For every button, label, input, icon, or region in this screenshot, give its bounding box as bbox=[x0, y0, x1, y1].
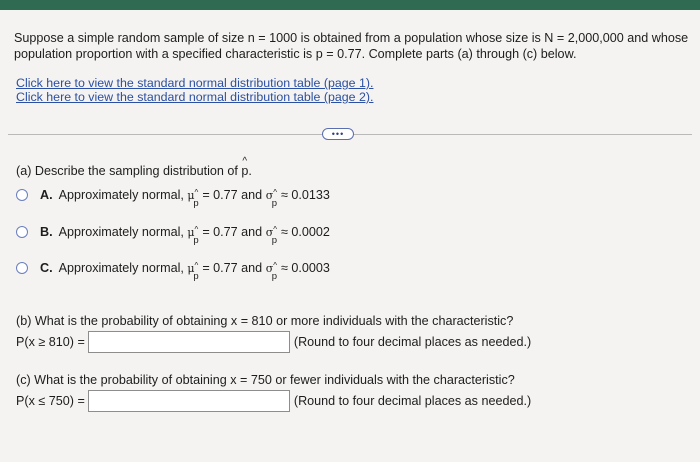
part-b-hint: (Round to four decimal places as needed.) bbox=[293, 335, 532, 349]
option-b-radio[interactable] bbox=[16, 226, 28, 238]
option-c-radio[interactable] bbox=[16, 262, 28, 274]
option-b[interactable] bbox=[16, 225, 330, 247]
part-c-label: P(x ≤ 750) = bbox=[16, 394, 85, 408]
mu-subscript: p bbox=[193, 235, 199, 246]
option-b-prefix: Approximately normal, bbox=[58, 225, 184, 239]
sigma-p-hat-symbol bbox=[265, 225, 281, 246]
mu-glyph: μ bbox=[187, 189, 195, 202]
sigma-glyph: σ bbox=[265, 226, 274, 239]
mu-p-hat-symbol bbox=[187, 261, 202, 282]
part-b-question: (b) What is the probability of obtaining x = 810 or more individuals with the characteristic? bbox=[16, 314, 514, 328]
part-b-label: P(x ≥ 810) = bbox=[16, 335, 85, 349]
option-a-radio[interactable] bbox=[16, 189, 28, 201]
problem-line-2: population proportion with a specified characteristic is p = 0.77. Complete parts (a) through (c) below. bbox=[14, 47, 577, 61]
part-a-question-text: (a) Describe the sampling distribution of bbox=[16, 164, 238, 178]
part-c-question: (c) What is the probability of obtaining x = 750 or fewer individuals with the characteristic? bbox=[16, 373, 515, 387]
p-variable: p bbox=[241, 164, 249, 178]
part-b-answer-input[interactable] bbox=[88, 331, 290, 353]
sigma-subscript: p bbox=[271, 198, 277, 209]
option-a-mu-value: = 0.77 and bbox=[202, 188, 263, 202]
mu-subscript: p bbox=[193, 198, 199, 209]
sigma-p-hat-symbol bbox=[265, 188, 281, 209]
sigma-hat-glyph: ^ bbox=[273, 225, 277, 234]
option-c-mu-value: = 0.77 and bbox=[202, 261, 263, 275]
option-b-mu-value: = 0.77 and bbox=[202, 225, 263, 239]
mu-hat-glyph: ^ bbox=[194, 261, 199, 270]
sigma-subscript: p bbox=[271, 271, 277, 282]
normal-table-page-2-link[interactable]: Click here to view the standard normal distribution table (page 2). bbox=[16, 90, 374, 104]
sigma-hat-glyph: ^ bbox=[273, 261, 277, 270]
sigma-glyph: σ bbox=[265, 189, 274, 202]
part-a-period: . bbox=[248, 164, 252, 178]
option-a-letter: A. bbox=[40, 188, 53, 202]
sigma-hat-glyph: ^ bbox=[273, 188, 277, 197]
option-a[interactable] bbox=[16, 188, 330, 210]
top-accent-bar bbox=[0, 0, 700, 10]
option-b-sigma-value: ≈ 0.0002 bbox=[280, 225, 330, 239]
problem-line-1: Suppose a simple random sample of size n = 1000 is obtained from a population whose size is N = 2,000,000 and whose bbox=[14, 31, 689, 45]
p-hat-symbol bbox=[241, 156, 249, 178]
mu-glyph: μ bbox=[187, 226, 195, 239]
part-c-answer-row bbox=[16, 388, 531, 414]
option-c-letter: C. bbox=[40, 261, 53, 275]
mu-p-hat-symbol bbox=[187, 225, 202, 246]
mu-glyph: μ bbox=[187, 262, 195, 275]
table-links bbox=[16, 76, 373, 104]
mu-hat-glyph: ^ bbox=[194, 225, 199, 234]
sigma-subscript: p bbox=[271, 235, 277, 246]
question-panel bbox=[0, 10, 700, 462]
option-b-letter: B. bbox=[40, 225, 53, 239]
part-a-question bbox=[16, 156, 252, 178]
mu-subscript: p bbox=[193, 271, 199, 282]
option-c-sigma-value: ≈ 0.0003 bbox=[280, 261, 330, 275]
option-a-sigma-value: ≈ 0.0133 bbox=[280, 188, 330, 202]
problem-statement bbox=[14, 30, 689, 62]
expand-more-button[interactable]: ••• bbox=[322, 128, 354, 140]
mu-hat-glyph: ^ bbox=[194, 188, 199, 197]
option-c[interactable] bbox=[16, 261, 330, 283]
normal-table-page-1-link[interactable]: Click here to view the standard normal distribution table (page 1). bbox=[16, 76, 374, 90]
sigma-glyph: σ bbox=[265, 262, 274, 275]
option-a-prefix: Approximately normal, bbox=[58, 188, 184, 202]
mu-p-hat-symbol bbox=[187, 188, 202, 209]
sigma-p-hat-symbol bbox=[265, 261, 281, 282]
part-c-hint: (Round to four decimal places as needed.) bbox=[293, 394, 532, 408]
option-c-prefix: Approximately normal, bbox=[58, 261, 184, 275]
part-c-answer-input[interactable] bbox=[88, 390, 290, 412]
hat-accent: ^ bbox=[242, 156, 248, 167]
part-b-answer-row bbox=[16, 329, 531, 355]
